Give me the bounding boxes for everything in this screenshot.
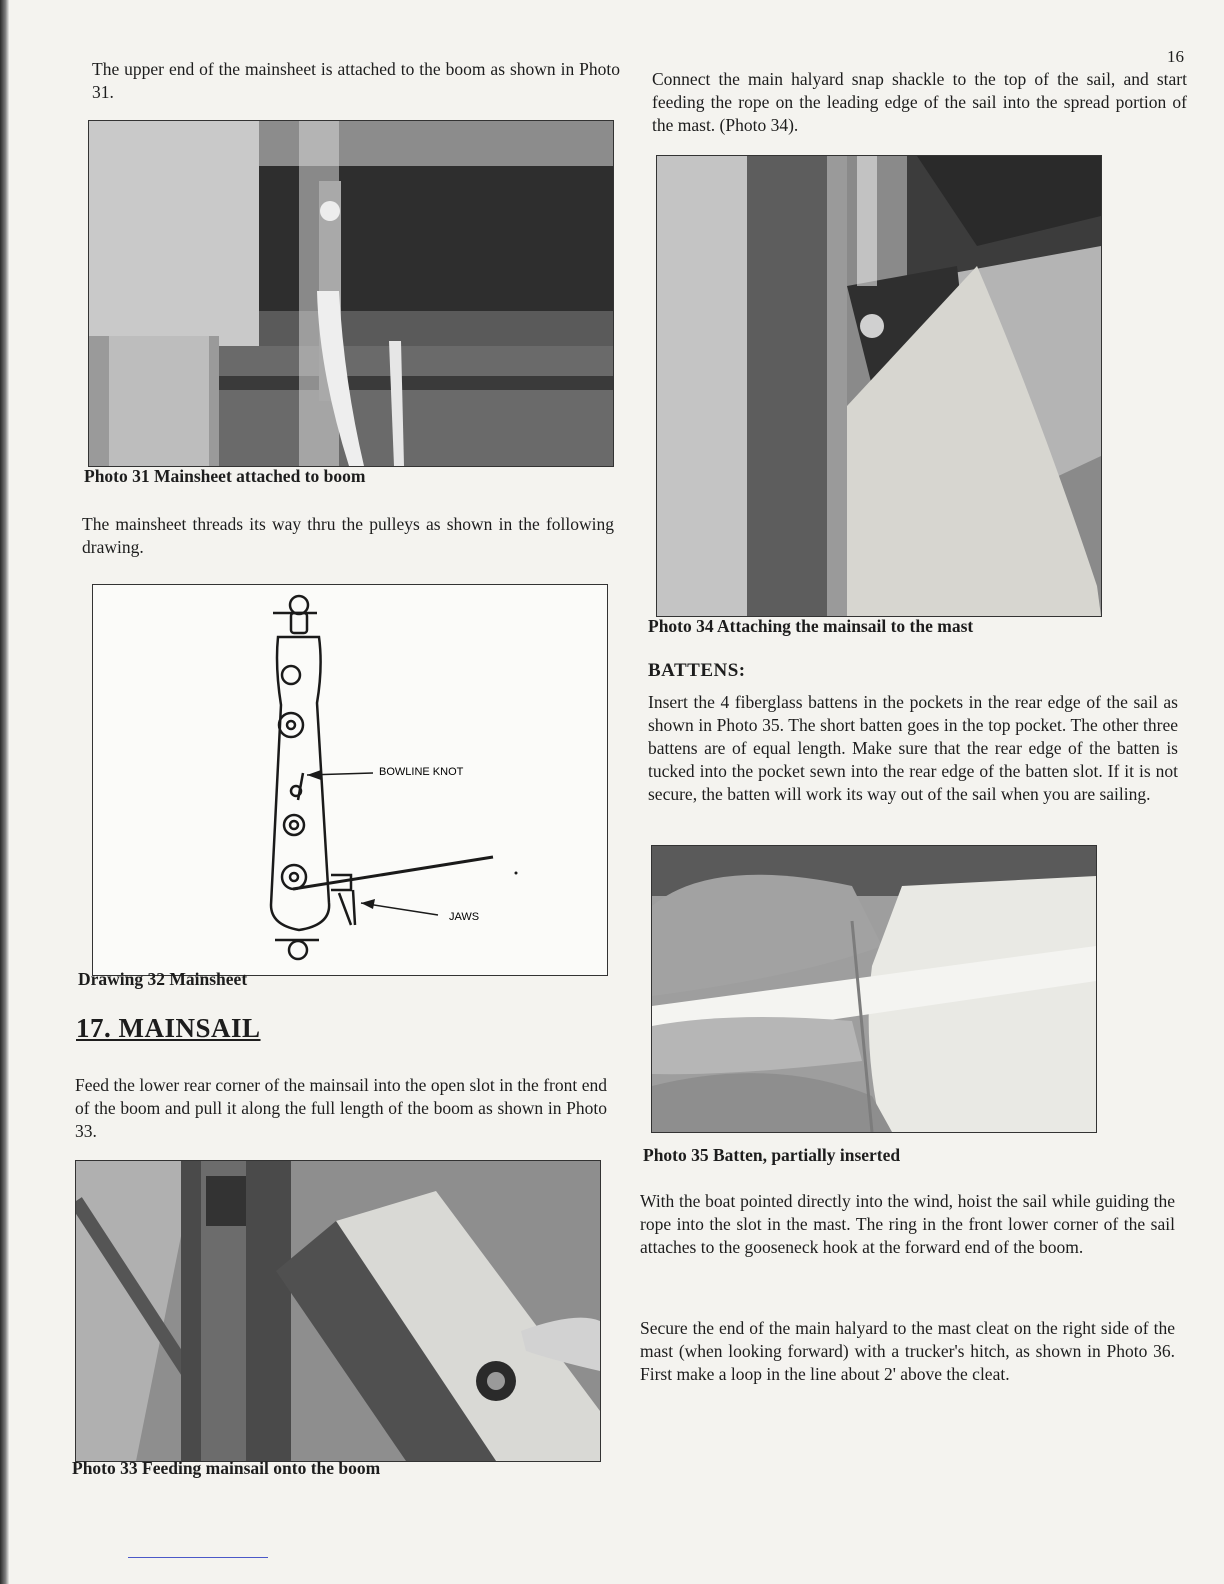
photo-31 (88, 120, 614, 467)
battens-heading: BATTENS: (648, 660, 746, 681)
intro-paragraph: The upper end of the mainsheet is attached to the boom as shown in Photo 31. (92, 59, 620, 102)
photo-33-caption: Photo 33 Feeding mainsail onto the boom (72, 1458, 381, 1478)
battens-paragraph: Insert the 4 fiberglass battens in the pockets in the rear edge of the sail as shown in Photo 35. The short batten goes in the top pocket. The other three battens are of equal length. Make sure that the rear edge of the batten is tucked into the pocket sewn into the rear edge of the batten slot. If it is not secure, the batten will work its way out of the sail when you are sailing. (648, 692, 1178, 804)
secure-paragraph: Secure the end of the main halyard to the mast cleat on the right side of the mast (when looking forward) with a trucker's hitch, as shown in Photo 36. First make a loop in the line about 2' above the cleat. (640, 1318, 1175, 1384)
section-heading-mainsail: 17. MAINSAIL (76, 1013, 261, 1043)
photo-31-caption: Photo 31 Mainsheet attached to boom (84, 466, 366, 486)
threads-paragraph: The mainsheet threads its way thru the pulleys as shown in the following drawing. (82, 514, 614, 557)
photo-35 (651, 845, 1097, 1133)
bowline-knot-label: BOWLINE KNOT (379, 766, 464, 778)
jaws-label: JAWS (449, 911, 480, 923)
photo-35-caption: Photo 35 Batten, partially inserted (643, 1145, 901, 1165)
feed-paragraph: Feed the lower rear corner of the mainsail into the open slot in the front end of the boom and pull it along the full length of the boom as shown in Photo 33. (75, 1075, 607, 1141)
drawing-32-caption: Drawing 32 Mainsheet (78, 969, 248, 989)
scan-edge (0, 0, 9, 1584)
hoist-paragraph: With the boat pointed directly into the wind, hoist the sail while guiding the rope into the slot in the mast. The ring in the front lower corner of the sail attaches to the gooseneck hook at the forward end of the boom. (640, 1191, 1175, 1257)
photo-34 (656, 155, 1102, 617)
page-number: 16 (1167, 47, 1184, 66)
photo-33 (75, 1160, 601, 1462)
photo-34-caption: Photo 34 Attaching the mainsail to the mast (648, 616, 974, 636)
scan-artifact-line (128, 1557, 268, 1558)
connect-paragraph: Connect the main halyard snap shackle to the top of the sail, and start feeding the rope on the leading edge of the sail into the spread portion of the mast. (Photo 34). (652, 69, 1187, 135)
drawing-32 (92, 584, 608, 976)
